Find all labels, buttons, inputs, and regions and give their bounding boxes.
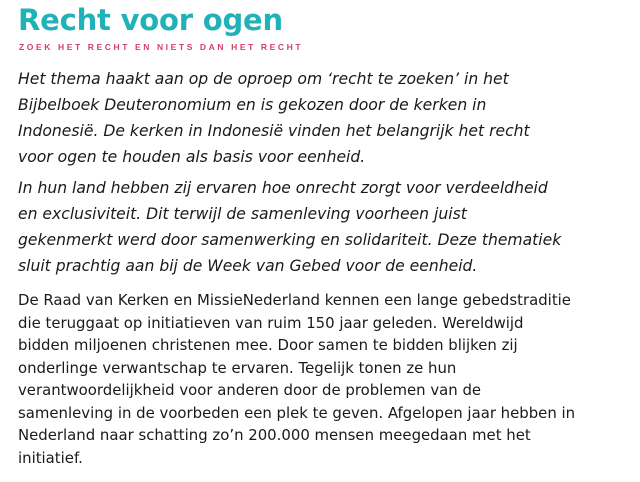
tagline: ZOEK HET RECHT EN NIETS DAN HET RECHT <box>19 42 304 52</box>
paragraph-prayer-tradition: De Raad van Kerken en MissieNederland kennen een lange gebedstraditie die teruggaat op initiatieven van ruim 150 jaar geleden. Wereldwijd bidden miljoenen christenen mee. Door samen te bidden blijken zij onderlinge verwantschap te ervaren. Tegelijk tonen ze hun verantwoordelijkheid voor anderen door de problemen van de samenleving in de voorbeden een plek te geven. Afgelopen jaar hebben in Nederland naar schatting zo’n 200.000 mensen meegedaan met het initiatief. <box>18 291 576 467</box>
paragraph-indonesia-context: In hun land hebben zij ervaren hoe onrecht zorgt voor verdeeldheid en exclusiviteit. Dit terwijl de samenleving voorheen juist gekenmerkt werd door samenwerking en solidariteit. Deze thematiek sluit prachtig aan bij de Week van Gebed voor de eenheid. <box>18 179 562 275</box>
page-title: Recht voor ogen <box>18 3 283 37</box>
paragraph-theme-intro: Het thema haakt aan op de oproep om ‘recht te zoeken’ in het Bijbelboek Deuteronomium en is gekozen door de kerken in Indonesië. De kerken in Indonesië vinden het belangrijk het recht voor ogen te houden als basis voor eenheid. <box>18 70 530 166</box>
